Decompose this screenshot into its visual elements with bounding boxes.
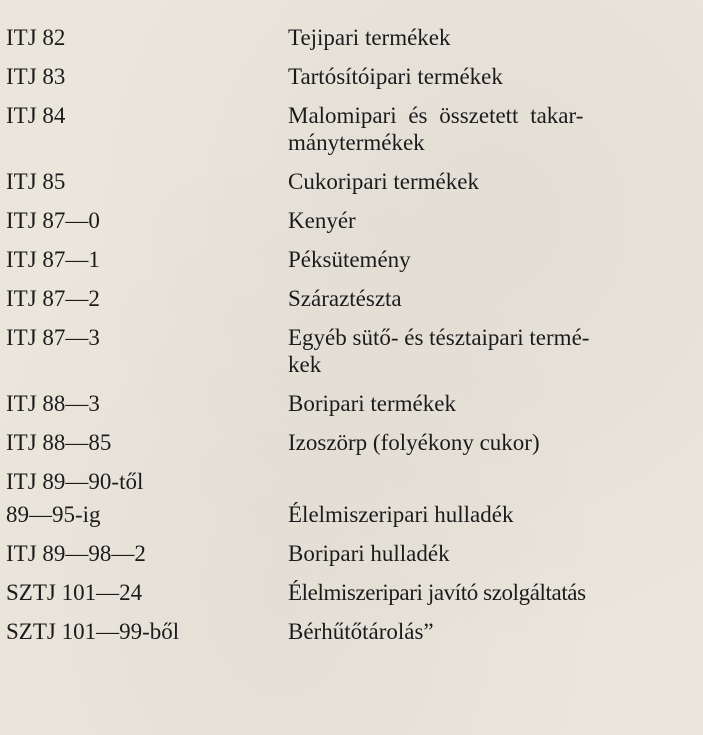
- table-row: [6, 102, 698, 156]
- product-code: ITJ 87—3: [6, 325, 100, 350]
- description-line: Bérhűtőtárolás”: [288, 619, 434, 644]
- description-line: Száraztészta: [288, 286, 402, 311]
- product-description: [288, 24, 698, 51]
- product-description: [288, 246, 698, 273]
- table-row: [6, 390, 698, 417]
- product-code: ITJ 84: [6, 103, 66, 128]
- product-code: ITJ 87—2: [6, 286, 100, 311]
- product-description: [288, 501, 698, 528]
- table-row: [6, 285, 698, 312]
- table-row: [6, 579, 698, 606]
- product-code: SZTJ 101—24: [6, 580, 143, 605]
- description-line: Élelmiszeripari hulladék: [288, 502, 514, 527]
- description-line: Boripari termékek: [288, 391, 456, 416]
- description-line: Kenyér: [288, 208, 356, 233]
- table-row: [6, 468, 698, 495]
- product-code: ITJ 82: [6, 25, 66, 50]
- description-line: Tartósítóipari termékek: [288, 64, 503, 89]
- table-row: [6, 207, 698, 234]
- product-description: [288, 285, 698, 312]
- product-description: [288, 390, 698, 417]
- description-line: kek: [288, 352, 322, 377]
- table-row: [6, 246, 698, 273]
- product-description: [288, 429, 698, 456]
- description-line: Izoszörp (folyékony cukor): [288, 430, 540, 455]
- product-code: ITJ 89—98—2: [6, 541, 146, 566]
- table-row: [6, 540, 698, 567]
- product-code: SZTJ 101—99-ből: [6, 619, 180, 644]
- product-description: [288, 63, 698, 90]
- description-line: Élelmiszeripari javító szolgáltatás: [288, 580, 586, 605]
- table-row: [6, 63, 698, 90]
- product-description: [288, 168, 698, 195]
- table-row: [6, 501, 698, 528]
- product-description: [288, 207, 698, 234]
- description-line: Egyéb sütő- és tésztaipari termé-: [288, 325, 590, 350]
- product-description: [288, 618, 698, 645]
- description-line: mánytermékek: [288, 130, 425, 155]
- table-row: [6, 324, 698, 378]
- description-line: Péksütemény: [288, 247, 411, 272]
- product-code: ITJ 88—3: [6, 391, 100, 416]
- table-row: [6, 24, 698, 51]
- product-description: [288, 102, 698, 156]
- product-code-table: [6, 24, 698, 657]
- product-description: [288, 540, 698, 567]
- product-code: ITJ 85: [6, 169, 66, 194]
- product-description: [288, 324, 698, 378]
- description-line: Malomipari és összetett takar-: [288, 103, 584, 128]
- table-row: [6, 618, 698, 645]
- product-code: ITJ 87—0: [6, 208, 100, 233]
- product-code: ITJ 87—1: [6, 247, 100, 272]
- product-code: ITJ 83: [6, 64, 66, 89]
- product-code: 89—95-ig: [6, 502, 101, 527]
- product-description: [288, 579, 698, 606]
- table-row: [6, 429, 698, 456]
- description-line: Boripari hulladék: [288, 541, 450, 566]
- product-code: ITJ 89—90-től: [6, 469, 144, 494]
- table-row: [6, 168, 698, 195]
- product-code: ITJ 88—85: [6, 430, 112, 455]
- description-line: Tejipari termékek: [288, 25, 451, 50]
- description-line: Cukoripari termékek: [288, 169, 479, 194]
